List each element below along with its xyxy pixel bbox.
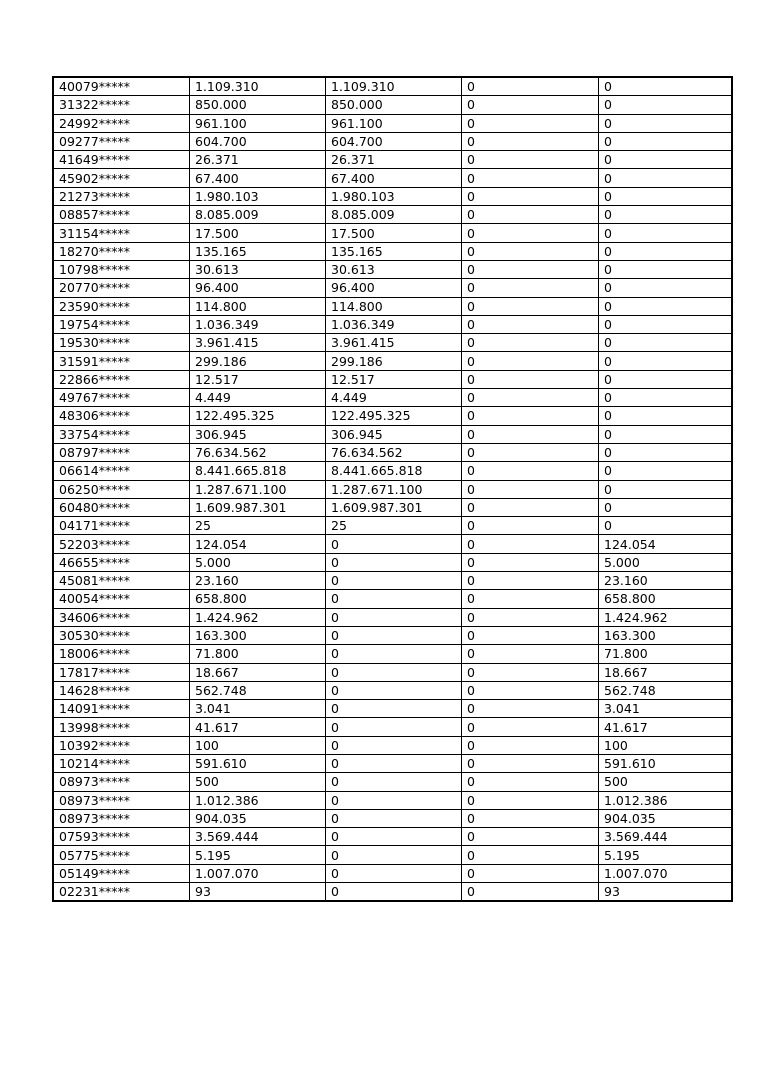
- amount-cell-3: 0: [462, 389, 599, 407]
- id-cell: 02231*****: [53, 883, 190, 902]
- id-cell: 19530*****: [53, 334, 190, 352]
- amount-cell: 76.634.562: [190, 443, 326, 461]
- amount-cell-4: 1.007.070: [599, 864, 733, 882]
- amount-cell-2: 3.961.415: [326, 334, 462, 352]
- table-row: [53, 718, 732, 736]
- amount-cell-4: 0: [599, 279, 733, 297]
- amount-cell-2: 25: [326, 517, 462, 535]
- amount-cell-2: 299.186: [326, 352, 462, 370]
- amount-cell-3: 0: [462, 718, 599, 736]
- amount-cell-2: 17.500: [326, 224, 462, 242]
- amount-cell: 1.036.349: [190, 315, 326, 333]
- id-cell: 31322*****: [53, 96, 190, 114]
- id-cell: 40054*****: [53, 590, 190, 608]
- table-row: [53, 626, 732, 644]
- amount-cell-2: 1.980.103: [326, 187, 462, 205]
- amount-cell-3: 0: [462, 96, 599, 114]
- id-cell: 08973*****: [53, 809, 190, 827]
- table-row: [53, 352, 732, 370]
- amount-cell-3: 0: [462, 828, 599, 846]
- table-row: [53, 736, 732, 754]
- amount-cell-3: 0: [462, 535, 599, 553]
- amount-cell-4: 5.195: [599, 846, 733, 864]
- amount-cell: 3.569.444: [190, 828, 326, 846]
- table-row: [53, 132, 732, 150]
- amount-cell-2: 0: [326, 791, 462, 809]
- id-cell: 14091*****: [53, 700, 190, 718]
- table-row: [53, 663, 732, 681]
- id-cell: 31154*****: [53, 224, 190, 242]
- amount-cell: 18.667: [190, 663, 326, 681]
- table-row: [53, 773, 732, 791]
- amount-cell-3: 0: [462, 224, 599, 242]
- id-cell: 13998*****: [53, 718, 190, 736]
- amount-cell-3: 0: [462, 498, 599, 516]
- amount-cell-3: 0: [462, 206, 599, 224]
- amount-cell: 3.041: [190, 700, 326, 718]
- amount-cell: 5.000: [190, 553, 326, 571]
- amount-cell-4: 5.000: [599, 553, 733, 571]
- table-row: [53, 828, 732, 846]
- amount-cell: 8.085.009: [190, 206, 326, 224]
- amount-cell-2: 0: [326, 645, 462, 663]
- amount-cell-2: 135.165: [326, 242, 462, 260]
- amount-cell: 1.287.671.100: [190, 480, 326, 498]
- amount-cell: 124.054: [190, 535, 326, 553]
- table-row: [53, 754, 732, 772]
- amount-cell: 1.007.070: [190, 864, 326, 882]
- amount-cell-3: 0: [462, 279, 599, 297]
- amount-cell-4: 1.012.386: [599, 791, 733, 809]
- amount-cell-3: 0: [462, 791, 599, 809]
- amount-cell: 904.035: [190, 809, 326, 827]
- table-row: [53, 645, 732, 663]
- amount-cell-4: 0: [599, 517, 733, 535]
- amount-cell-2: 26.371: [326, 151, 462, 169]
- amount-cell-2: 67.400: [326, 169, 462, 187]
- amount-cell-3: 0: [462, 370, 599, 388]
- table-row: [53, 462, 732, 480]
- id-cell: 34606*****: [53, 608, 190, 626]
- amount-cell: 96.400: [190, 279, 326, 297]
- amount-cell-3: 0: [462, 407, 599, 425]
- amount-cell-4: 3.041: [599, 700, 733, 718]
- id-cell: 05149*****: [53, 864, 190, 882]
- amount-cell: 1.012.386: [190, 791, 326, 809]
- amount-cell: 562.748: [190, 681, 326, 699]
- amount-cell-2: 76.634.562: [326, 443, 462, 461]
- amount-cell-2: 604.700: [326, 132, 462, 150]
- amount-cell-4: 163.300: [599, 626, 733, 644]
- amount-cell: 67.400: [190, 169, 326, 187]
- amount-cell-4: 124.054: [599, 535, 733, 553]
- amount-cell: 1.609.987.301: [190, 498, 326, 516]
- amount-cell: 26.371: [190, 151, 326, 169]
- amount-cell: 135.165: [190, 242, 326, 260]
- amount-cell-2: 12.517: [326, 370, 462, 388]
- id-cell: 45902*****: [53, 169, 190, 187]
- table-row: [53, 809, 732, 827]
- amount-cell-3: 0: [462, 754, 599, 772]
- amount-cell-3: 0: [462, 572, 599, 590]
- amount-cell-4: 591.610: [599, 754, 733, 772]
- amount-cell-4: 0: [599, 151, 733, 169]
- amount-cell-3: 0: [462, 297, 599, 315]
- amount-cell-4: 41.617: [599, 718, 733, 736]
- amount-cell-3: 0: [462, 553, 599, 571]
- id-cell: 18006*****: [53, 645, 190, 663]
- amount-cell: 961.100: [190, 114, 326, 132]
- amount-cell-3: 0: [462, 736, 599, 754]
- table-row: [53, 590, 732, 608]
- amount-cell-3: 0: [462, 517, 599, 535]
- amount-cell-2: 8.085.009: [326, 206, 462, 224]
- amount-cell: 500: [190, 773, 326, 791]
- amount-cell-4: 100: [599, 736, 733, 754]
- table-row: [53, 315, 732, 333]
- id-cell: 04171*****: [53, 517, 190, 535]
- amount-cell-3: 0: [462, 645, 599, 663]
- amount-cell-4: 500: [599, 773, 733, 791]
- amount-cell: 850.000: [190, 96, 326, 114]
- amount-cell-2: 961.100: [326, 114, 462, 132]
- table-row: [53, 334, 732, 352]
- amount-cell-4: 0: [599, 334, 733, 352]
- table-row: [53, 187, 732, 205]
- amount-cell-4: 0: [599, 297, 733, 315]
- amount-cell-3: 0: [462, 242, 599, 260]
- amount-cell-3: 0: [462, 663, 599, 681]
- amount-cell-2: 0: [326, 846, 462, 864]
- amount-cell-2: 0: [326, 754, 462, 772]
- table-row: [53, 846, 732, 864]
- amount-cell-2: 30.613: [326, 260, 462, 278]
- amount-cell-4: 0: [599, 224, 733, 242]
- amount-cell-2: 0: [326, 828, 462, 846]
- amount-cell-3: 0: [462, 480, 599, 498]
- amount-cell-2: 0: [326, 681, 462, 699]
- amount-cell-2: 1.287.671.100: [326, 480, 462, 498]
- amount-cell-2: 0: [326, 809, 462, 827]
- amount-cell-2: 0: [326, 535, 462, 553]
- amount-cell-4: 0: [599, 480, 733, 498]
- id-cell: 18270*****: [53, 242, 190, 260]
- id-cell: 17817*****: [53, 663, 190, 681]
- table-row: [53, 224, 732, 242]
- amount-cell-4: 0: [599, 169, 733, 187]
- amount-cell-4: 0: [599, 407, 733, 425]
- table-row: [53, 681, 732, 699]
- amount-cell: 591.610: [190, 754, 326, 772]
- amount-cell: 1.424.962: [190, 608, 326, 626]
- table-body: [53, 77, 732, 901]
- id-cell: 19754*****: [53, 315, 190, 333]
- amount-cell-4: 0: [599, 352, 733, 370]
- table-row: [53, 535, 732, 553]
- amount-cell-3: 0: [462, 681, 599, 699]
- amount-cell-4: 658.800: [599, 590, 733, 608]
- amount-cell: 3.961.415: [190, 334, 326, 352]
- table-row: [53, 883, 732, 902]
- amount-cell-3: 0: [462, 626, 599, 644]
- id-cell: 06614*****: [53, 462, 190, 480]
- amount-cell-2: 0: [326, 663, 462, 681]
- amount-cell-4: 23.160: [599, 572, 733, 590]
- table-row: [53, 700, 732, 718]
- amount-cell: 306.945: [190, 425, 326, 443]
- table-row: [53, 407, 732, 425]
- amount-cell: 100: [190, 736, 326, 754]
- id-cell: 08857*****: [53, 206, 190, 224]
- id-cell: 48306*****: [53, 407, 190, 425]
- amount-cell-4: 1.424.962: [599, 608, 733, 626]
- amount-cell-3: 0: [462, 590, 599, 608]
- amount-cell-4: 0: [599, 370, 733, 388]
- amount-cell: 8.441.665.818: [190, 462, 326, 480]
- amount-cell-3: 0: [462, 700, 599, 718]
- table-row: [53, 297, 732, 315]
- table-row: [53, 206, 732, 224]
- id-cell: 22866*****: [53, 370, 190, 388]
- amount-cell: 604.700: [190, 132, 326, 150]
- amount-cell-3: 0: [462, 260, 599, 278]
- amount-cell-4: 0: [599, 462, 733, 480]
- amount-cell: 23.160: [190, 572, 326, 590]
- id-cell: 52203*****: [53, 535, 190, 553]
- id-cell: 08797*****: [53, 443, 190, 461]
- amount-cell: 93: [190, 883, 326, 902]
- amount-cell-3: 0: [462, 443, 599, 461]
- id-cell: 10214*****: [53, 754, 190, 772]
- amount-cell-4: 0: [599, 443, 733, 461]
- id-cell: 08973*****: [53, 773, 190, 791]
- table-row: [53, 260, 732, 278]
- table-row: [53, 517, 732, 535]
- amount-cell-3: 0: [462, 883, 599, 902]
- amount-cell-3: 0: [462, 334, 599, 352]
- table-row: [53, 96, 732, 114]
- id-cell: 40079*****: [53, 77, 190, 96]
- amount-cell-3: 0: [462, 425, 599, 443]
- id-cell: 31591*****: [53, 352, 190, 370]
- table-row: [53, 370, 732, 388]
- amount-cell-2: 850.000: [326, 96, 462, 114]
- amount-cell: 30.613: [190, 260, 326, 278]
- id-cell: 49767*****: [53, 389, 190, 407]
- amount-cell: 25: [190, 517, 326, 535]
- amount-cell-2: 114.800: [326, 297, 462, 315]
- amount-cell-4: 0: [599, 498, 733, 516]
- amount-cell-4: 0: [599, 96, 733, 114]
- table-row: [53, 864, 732, 882]
- amount-cell-3: 0: [462, 608, 599, 626]
- amount-cell: 17.500: [190, 224, 326, 242]
- table-row: [53, 553, 732, 571]
- amount-cell-2: 0: [326, 608, 462, 626]
- id-cell: 30530*****: [53, 626, 190, 644]
- id-cell: 41649*****: [53, 151, 190, 169]
- amount-cell-2: 1.109.310: [326, 77, 462, 96]
- amount-cell-3: 0: [462, 187, 599, 205]
- amount-cell: 5.195: [190, 846, 326, 864]
- amount-cell-3: 0: [462, 77, 599, 96]
- amount-cell-4: 0: [599, 114, 733, 132]
- amount-cell-2: 1.609.987.301: [326, 498, 462, 516]
- data-table: [52, 76, 733, 902]
- table-row: [53, 498, 732, 516]
- table-row: [53, 791, 732, 809]
- id-cell: 24992*****: [53, 114, 190, 132]
- amount-cell: 12.517: [190, 370, 326, 388]
- table-row: [53, 443, 732, 461]
- table-row: [53, 242, 732, 260]
- amount-cell-4: 0: [599, 77, 733, 96]
- amount-cell-2: 0: [326, 700, 462, 718]
- amount-cell-2: 0: [326, 864, 462, 882]
- id-cell: 08973*****: [53, 791, 190, 809]
- amount-cell-2: 0: [326, 773, 462, 791]
- amount-cell: 163.300: [190, 626, 326, 644]
- amount-cell-3: 0: [462, 114, 599, 132]
- amount-cell-3: 0: [462, 846, 599, 864]
- amount-cell-3: 0: [462, 151, 599, 169]
- amount-cell-2: 0: [326, 553, 462, 571]
- id-cell: 14628*****: [53, 681, 190, 699]
- id-cell: 45081*****: [53, 572, 190, 590]
- amount-cell-4: 0: [599, 206, 733, 224]
- id-cell: 05775*****: [53, 846, 190, 864]
- table-row: [53, 425, 732, 443]
- id-cell: 23590*****: [53, 297, 190, 315]
- amount-cell-4: 904.035: [599, 809, 733, 827]
- amount-cell-3: 0: [462, 864, 599, 882]
- amount-cell: 4.449: [190, 389, 326, 407]
- amount-cell-4: 0: [599, 187, 733, 205]
- id-cell: 06250*****: [53, 480, 190, 498]
- amount-cell-2: 1.036.349: [326, 315, 462, 333]
- amount-cell-2: 0: [326, 883, 462, 902]
- amount-cell-3: 0: [462, 809, 599, 827]
- amount-cell-3: 0: [462, 169, 599, 187]
- amount-cell-4: 0: [599, 260, 733, 278]
- id-cell: 33754*****: [53, 425, 190, 443]
- amount-cell-2: 4.449: [326, 389, 462, 407]
- amount-cell-3: 0: [462, 462, 599, 480]
- amount-cell-4: 0: [599, 315, 733, 333]
- table-row: [53, 169, 732, 187]
- id-cell: 07593*****: [53, 828, 190, 846]
- id-cell: 10392*****: [53, 736, 190, 754]
- amount-cell-4: 3.569.444: [599, 828, 733, 846]
- amount-cell-4: 0: [599, 389, 733, 407]
- amount-cell-4: 0: [599, 425, 733, 443]
- id-cell: 21273*****: [53, 187, 190, 205]
- amount-cell-3: 0: [462, 352, 599, 370]
- amount-cell-4: 0: [599, 242, 733, 260]
- amount-cell-2: 0: [326, 590, 462, 608]
- amount-cell: 71.800: [190, 645, 326, 663]
- table-row: [53, 279, 732, 297]
- amount-cell-2: 0: [326, 572, 462, 590]
- amount-cell-4: 0: [599, 132, 733, 150]
- amount-cell-4: 71.800: [599, 645, 733, 663]
- table-row: [53, 151, 732, 169]
- amount-cell: 122.495.325: [190, 407, 326, 425]
- id-cell: 20770*****: [53, 279, 190, 297]
- amount-cell-2: 96.400: [326, 279, 462, 297]
- amount-cell-4: 562.748: [599, 681, 733, 699]
- table-row: [53, 608, 732, 626]
- amount-cell-2: 306.945: [326, 425, 462, 443]
- table-row: [53, 389, 732, 407]
- amount-cell-2: 122.495.325: [326, 407, 462, 425]
- amount-cell: 1.980.103: [190, 187, 326, 205]
- id-cell: 46655*****: [53, 553, 190, 571]
- amount-cell-2: 0: [326, 626, 462, 644]
- table-row: [53, 77, 732, 96]
- amount-cell-2: 8.441.665.818: [326, 462, 462, 480]
- amount-cell-3: 0: [462, 132, 599, 150]
- table-row: [53, 114, 732, 132]
- id-cell: 09277*****: [53, 132, 190, 150]
- amount-cell-3: 0: [462, 315, 599, 333]
- amount-cell: 658.800: [190, 590, 326, 608]
- amount-cell-2: 0: [326, 736, 462, 754]
- table-row: [53, 480, 732, 498]
- amount-cell-2: 0: [326, 718, 462, 736]
- id-cell: 60480*****: [53, 498, 190, 516]
- amount-cell: 299.186: [190, 352, 326, 370]
- amount-cell: 41.617: [190, 718, 326, 736]
- amount-cell-3: 0: [462, 773, 599, 791]
- amount-cell-4: 18.667: [599, 663, 733, 681]
- amount-cell: 1.109.310: [190, 77, 326, 96]
- id-cell: 10798*****: [53, 260, 190, 278]
- table-row: [53, 572, 732, 590]
- amount-cell-4: 93: [599, 883, 733, 902]
- amount-cell: 114.800: [190, 297, 326, 315]
